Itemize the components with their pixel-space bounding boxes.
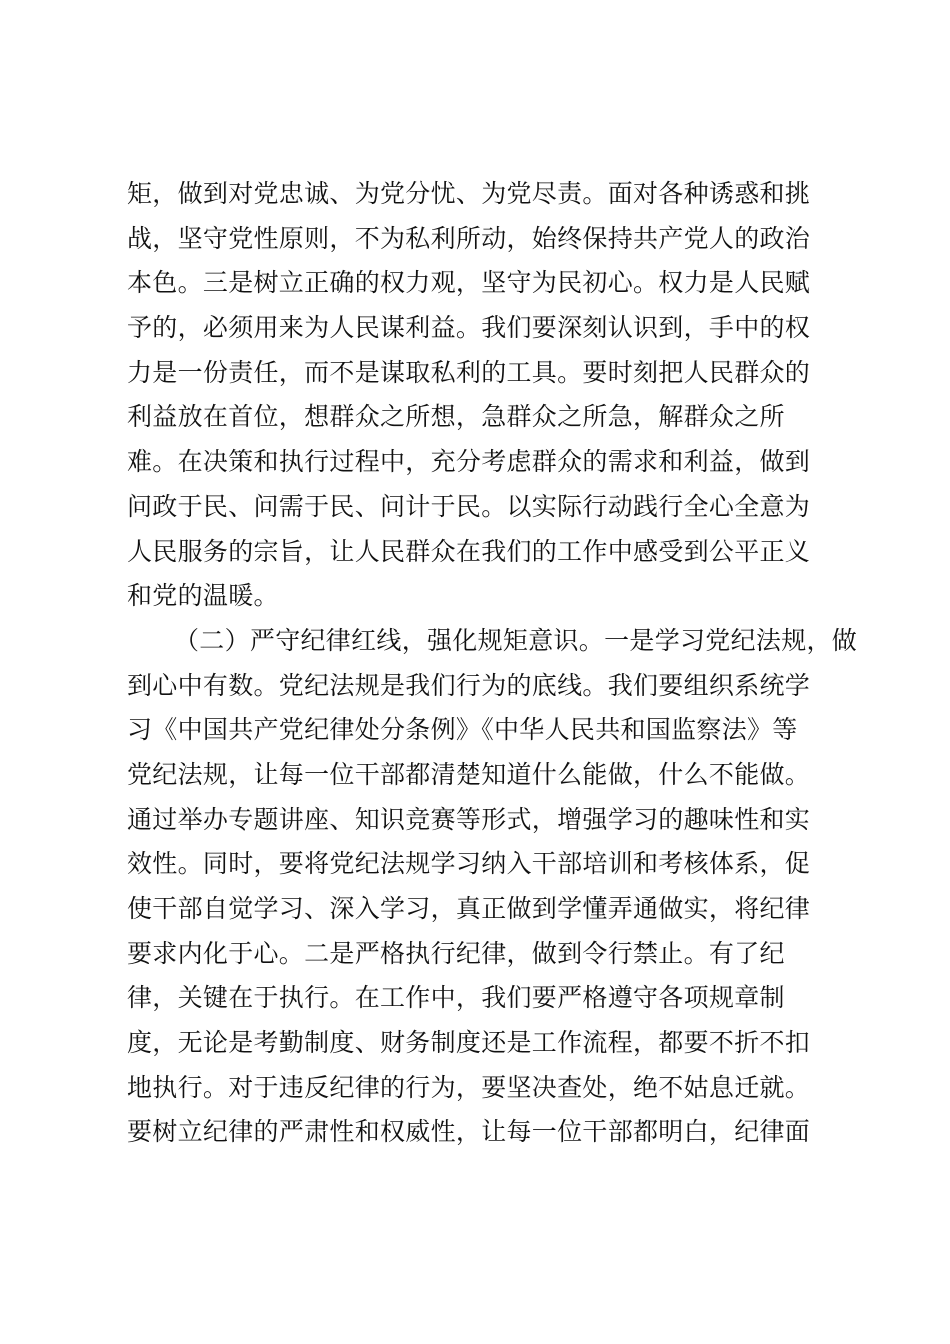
text-line: 使干部自觉学习、深入学习，真正做到学懂弄通做实，将纪律 bbox=[127, 894, 811, 923]
body-text bbox=[127, 172, 858, 1155]
text-line: 战，坚守党性原则，不为私利所动，始终保持共产党人的政治 bbox=[127, 223, 811, 253]
section-heading-line: （二）严守纪律红线，强化规矩意识。一是学习党纪法规，做 bbox=[174, 625, 858, 655]
text-line: 予的，必须用来为人民谋利益。我们要深刻认识到，手中的权 bbox=[127, 313, 811, 343]
text-line: 到心中有数。党纪法规是我们行为的底线。我们要组织系统学 bbox=[127, 670, 811, 700]
text-line: 问政于民、问需于民、问计于民。以实际行动践行全心全意为 bbox=[127, 491, 811, 521]
text-line: 和党的温暖。 bbox=[127, 581, 279, 611]
text-line: 难。在决策和执行过程中，充分考虑群众的需求和利益，做到 bbox=[127, 447, 811, 477]
text-line: 本色。三是树立正确的权力观，坚守为民初心。权力是人民赋 bbox=[127, 268, 811, 298]
text-line: 矩，做到对党忠诚、为党分忧、为党尽责。面对各种诱惑和挑 bbox=[127, 179, 811, 208]
text-line: 度，无论是考勤制度、财务制度还是工作流程，都要不折不扣 bbox=[127, 1028, 811, 1058]
text-line: 律，关键在于执行。在工作中，我们要严格遵守各项规章制 bbox=[127, 983, 785, 1013]
text-line: 力是一份责任，而不是谋取私利的工具。要时刻把人民群众的 bbox=[127, 357, 811, 387]
text-line: 通过举办专题讲座、知识竞赛等形式，增强学习的趣味性和实 bbox=[127, 804, 811, 834]
text-line: 利益放在首位，想群众之所想，急群众之所急，解群众之所 bbox=[127, 402, 785, 432]
text-line: 效性。同时，要将党纪法规学习纳入干部培训和考核体系，促 bbox=[127, 849, 811, 879]
text-line: 党纪法规，让每一位干部都清楚知道什么能做，什么不能做。 bbox=[127, 759, 811, 789]
text-line: 要求内化于心。二是严格执行纪律，做到令行禁止。有了纪 bbox=[127, 938, 785, 968]
text-line: 地执行。对于违反纪律的行为，要坚决查处，绝不姑息迁就。 bbox=[127, 1072, 811, 1102]
text-line: 人民服务的宗旨，让人民群众在我们的工作中感受到公平正义 bbox=[127, 536, 811, 566]
text-line: 习《中国共产党纪律处分条例》《中华人民共和国监察法》等 bbox=[127, 715, 798, 745]
text-line: 要树立纪律的严肃性和权威性，让每一位干部都明白，纪律面 bbox=[127, 1117, 811, 1147]
